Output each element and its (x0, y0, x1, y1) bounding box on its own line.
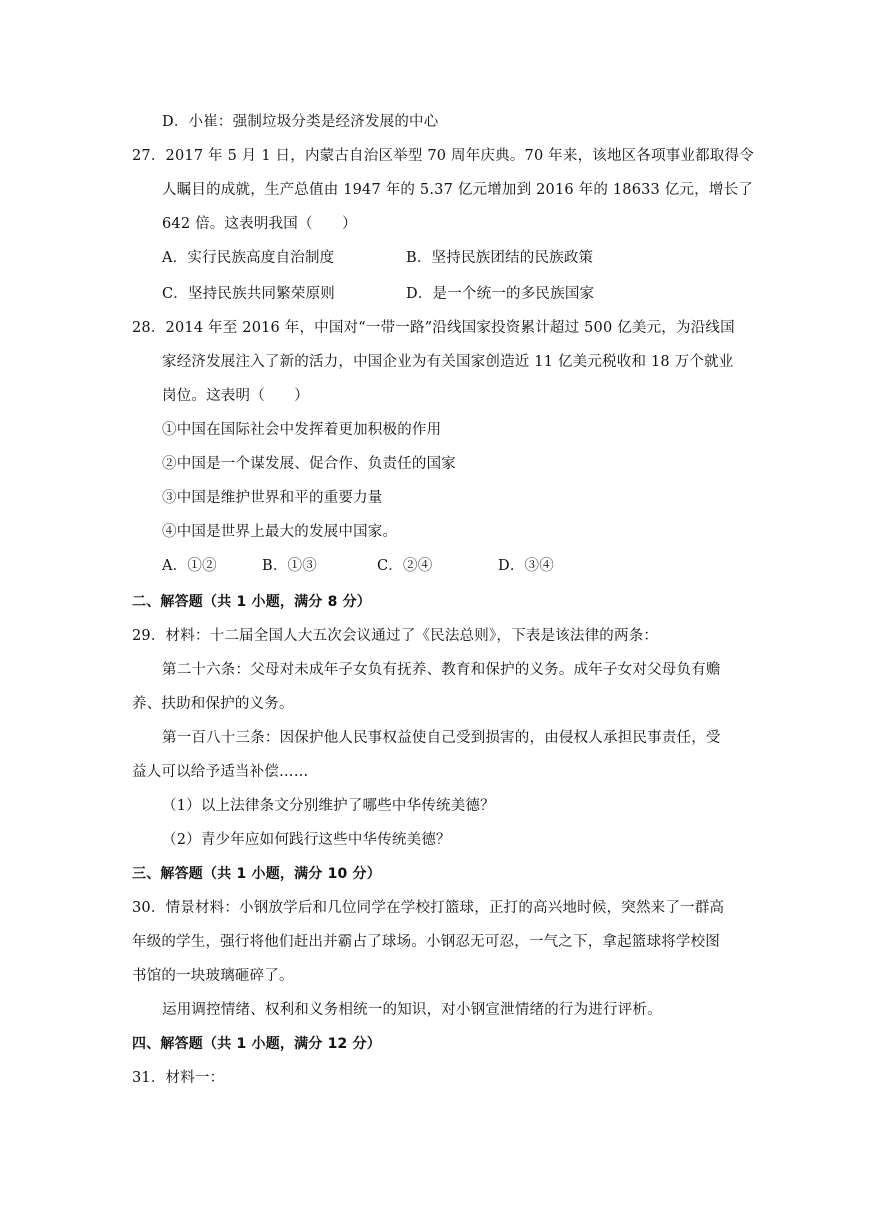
q27-option-b: B．坚持民族团结的民族政策 (406, 250, 594, 266)
q27-stem-line-2: 人瞩目的成就，生产总值由 1947 年的 5.37 亿元增加到 2016 年的 18633 亿元，增长了 (162, 182, 753, 198)
q28-stem-line-3: 岗位。这表明（ ） (162, 388, 309, 404)
q28-statement-1: ①中国在国际社会中发挥着更加积极的作用 (162, 422, 442, 438)
section-3-heading: 三、解答题（共 1 小题，满分 10 分） (132, 866, 381, 882)
q27-stem-line-3: 642 倍。这表明我国（ ） (162, 216, 357, 232)
q31-stem-line-1: 31．材料一： (132, 1070, 225, 1086)
q29-stem-line-1: 29．材料：十二届全国人大五次会议通过了《民法总则》，下表是该法律的两条： (132, 628, 659, 644)
q30-stem-line-3: 书馆的一块玻璃砸碎了。 (132, 968, 294, 984)
q29-article-183-line-1: 第一百八十三条：因保护他人民事权益使自己受到损害的，由侵权人承担民事责任，受 (162, 730, 721, 746)
q27-option-a: A．实行民族高度自治制度 (162, 250, 335, 266)
q27-stem-line-1: 27．2017 年 5 月 1 日，内蒙古自治区举型 70 周年庆典。70 年来，该地区各项事业都取得令 (132, 148, 754, 164)
q28-option-d: D．③④ (498, 558, 554, 574)
q27-option-c: C．坚持民族共同繁荣原则 (162, 286, 335, 302)
q28-option-b: B．①③ (262, 558, 317, 574)
q30-task: 运用调控情绪、权利和义务相统一的知识，对小钢宣泄情绪的行为进行评析。 (162, 1002, 662, 1018)
section-2-heading: 二、解答题（共 1 小题，满分 8 分） (132, 594, 371, 610)
section-4-heading: 四、解答题（共 1 小题，满分 12 分） (132, 1036, 381, 1052)
q27-option-d: D．是一个统一的多民族国家 (406, 286, 595, 302)
q28-option-c: C．②④ (377, 558, 433, 574)
q28-statement-2: ②中国是一个谋发展、促合作、负责任的国家 (162, 456, 456, 472)
q26-option-d: D．小崔：强制垃圾分类是经济发展的中心 (162, 114, 439, 130)
q29-sub-question-2: （2）青少年应如何践行这些中华传统美德？ (162, 832, 451, 848)
q28-statement-3: ③中国是维护世界和平的重要力量 (162, 490, 383, 506)
q29-article-183-line-2: 益人可以给予适当补偿…… (132, 764, 309, 780)
q28-stem-line-2: 家经济发展注入了新的活力，中国企业为有关国家创造近 11 亿美元税收和 18 万个就业 (162, 354, 734, 370)
q29-sub-question-1: （1）以上法律条文分别维护了哪些中华传统美德？ (162, 798, 495, 814)
q29-article-26-line-1: 第二十六条：父母对未成年子女负有抚养、教育和保护的义务。成年子女对父母负有赡 (162, 662, 721, 678)
q28-option-a: A．①② (162, 558, 217, 574)
q28-stem-line-1: 28．2014 年至 2016 年，中国对“一带一路”沿线国家投资累计超过 500 亿美元，为沿线国 (132, 320, 735, 336)
q30-stem-line-1: 30．情景材料：小钢放学后和几位同学在学校打篮球，正打的高兴地时候，突然来了一群高 (132, 900, 725, 916)
q29-article-26-line-2: 养、扶助和保护的义务。 (132, 696, 294, 712)
q30-stem-line-2: 年级的学生，强行将他们赶出并霸占了球场。小钢忍无可忍，一气之下，拿起篮球将学校图 (132, 934, 720, 950)
q28-statement-4: ④中国是世界上最大的发展中国家。 (162, 524, 398, 540)
